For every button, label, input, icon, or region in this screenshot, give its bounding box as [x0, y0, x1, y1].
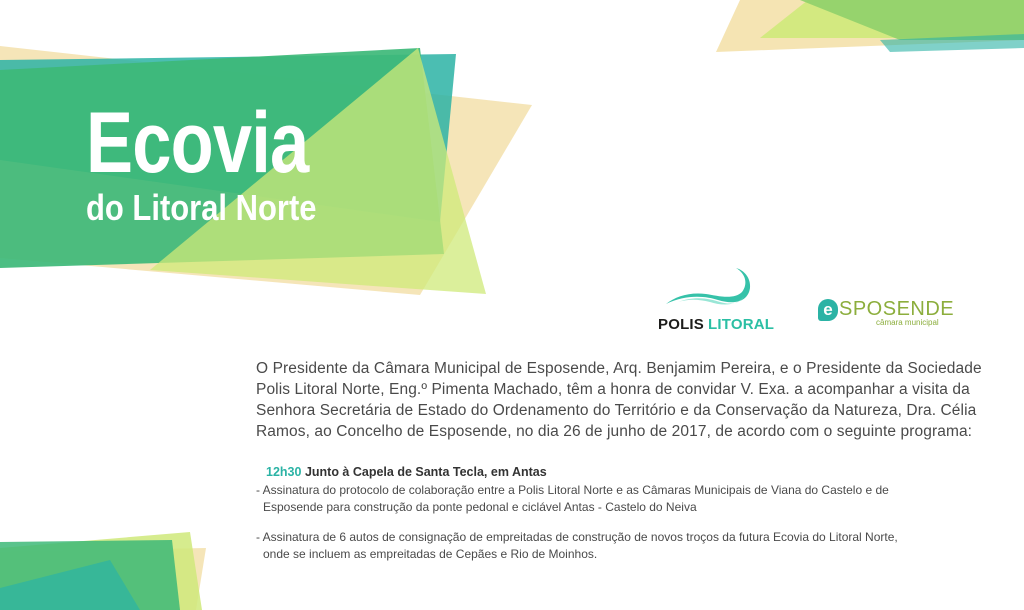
intro-line: Ramos, ao Concelho de Esposende, no dia 26 de junho de 2017, de acordo com o seguinte programa:	[256, 423, 973, 440]
polis-word: POLIS	[658, 316, 705, 333]
program-heading	[266, 464, 976, 482]
invitation-paragraph	[256, 358, 982, 442]
intro-line: Senhora Secretária de Estado do Ordenamento do Território e da Conservação da Natureza, Dra. Célia	[256, 402, 977, 419]
event-title	[86, 95, 357, 228]
polis-wordmark	[658, 316, 774, 333]
program-item-line: - Assinatura de 6 autos de consignação de empreitadas de construção de novos troços da futura Ecovia do Litoral Norte,	[256, 529, 898, 544]
program-location: Junto à Capela de Santa Tecla, em Antas	[304, 465, 547, 479]
polis-litoral-logo	[656, 262, 786, 334]
program-item-line: onde se incluem as empreitadas de Cepães e Rio de Moinhos.	[263, 547, 598, 561]
program-time: 12h30	[266, 465, 302, 479]
esposende-wordmark: SPOSENDE	[839, 298, 955, 320]
wave-swirl-icon	[656, 262, 766, 318]
program-item-line: Esposende para construção da ponte pedonal e ciclável Antas - Castelo do Neiva	[263, 500, 697, 514]
esposende-mark-icon: e	[818, 299, 838, 321]
litoral-word: LITORAL	[708, 316, 775, 333]
title-main: Ecovia	[86, 95, 309, 191]
program-section	[256, 464, 976, 564]
intro-line: Polis Litoral Norte, Eng.º Pimenta Machado, têm a honra de convidar V. Exa. a acompanhar a visita da	[256, 381, 970, 398]
intro-line: O Presidente da Câmara Municipal de Esposende, Arq. Benjamim Pereira, e o Presidente da Sociedade	[256, 360, 982, 377]
esposende-tagline: câmara municipal	[876, 318, 939, 327]
esposende-logo	[818, 298, 955, 328]
title-subtitle: do Litoral Norte	[86, 187, 317, 228]
program-item-line: - Assinatura do protocolo de colaboração entre a Polis Litoral Norte e as Câmaras Municipais de Viana do Castelo e de	[256, 482, 889, 497]
